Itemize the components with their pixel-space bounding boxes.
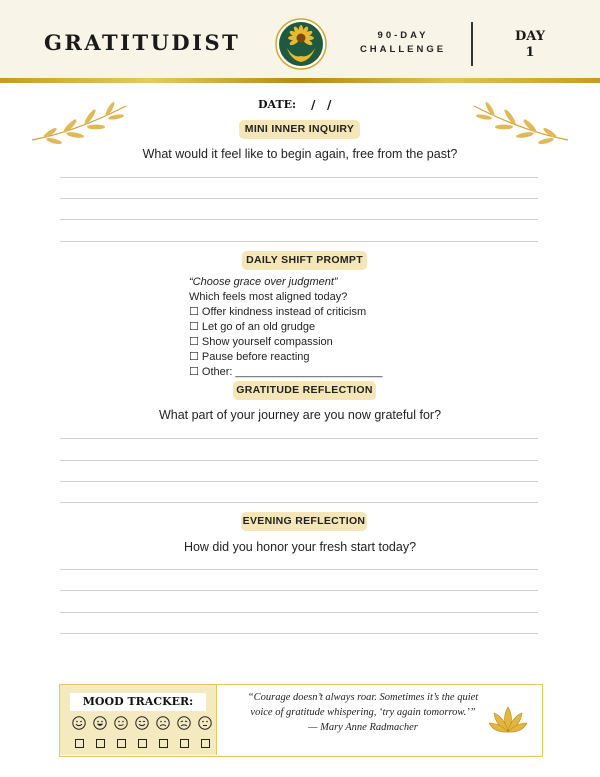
happy-face-icon[interactable] <box>135 716 149 730</box>
writing-line[interactable] <box>60 569 538 570</box>
mood-checkbox[interactable] <box>180 739 189 748</box>
lotus-icon <box>488 705 528 737</box>
quote-line-2: voice of gratitude whispering, ‘try again tomorrow.’” <box>250 707 476 718</box>
grinning-face-icon[interactable] <box>93 716 107 730</box>
header-gold-rule <box>0 78 600 83</box>
writing-line[interactable] <box>60 481 538 482</box>
section-title-inner-inquiry: MINI INNER INQUIRY <box>239 120 360 139</box>
mood-checkbox[interactable] <box>159 739 168 748</box>
writing-line[interactable] <box>60 590 538 591</box>
quote-line-1: “Courage doesn’t always roar. Sometimes it’s the quiet <box>247 692 479 703</box>
shift-option[interactable]: ☐ Offer kindness instead of criticism <box>189 306 367 318</box>
section-title-shift-prompt: DAILY SHIFT PROMPT <box>242 251 367 270</box>
gold-branch-right-icon <box>470 100 570 145</box>
upset-face-icon[interactable] <box>198 716 212 730</box>
quote-author: — Mary Anne Radmacher <box>308 722 418 733</box>
shift-option[interactable]: ☐ Show yourself compassion <box>189 336 333 348</box>
challenge-line-1: 90-DAY <box>377 30 429 41</box>
writing-line[interactable] <box>60 219 538 220</box>
gold-branch-left-icon <box>30 100 130 145</box>
section-title-gratitude: GRATITUDE REFLECTION <box>233 381 376 400</box>
shift-prompt-block <box>189 275 382 380</box>
shift-prompt-question: Which feels most aligned today? <box>189 291 348 303</box>
mood-checkbox[interactable] <box>138 739 147 748</box>
writing-line[interactable] <box>60 502 538 503</box>
date-separator-1: / <box>311 98 316 112</box>
date-label: DATE: <box>258 98 297 111</box>
challenge-label <box>352 29 454 57</box>
brand-title: GRATITUDIST <box>44 30 241 55</box>
writing-line[interactable] <box>60 177 538 178</box>
header-divider <box>471 22 473 66</box>
writing-line[interactable] <box>60 198 538 199</box>
mood-checkbox[interactable] <box>117 739 126 748</box>
crying-face-icon[interactable] <box>177 716 191 730</box>
mood-tracker-title: MOOD TRACKER: <box>70 693 206 711</box>
writing-line[interactable] <box>60 241 538 242</box>
gratitude-question: What part of your journey are you now grateful for? <box>158 408 442 422</box>
closing-quote <box>228 690 498 735</box>
shift-prompt-quote: “Choose grace over judgment” <box>189 276 338 288</box>
section-title-evening: EVENING REFLECTION <box>241 512 367 531</box>
day-counter <box>500 29 560 61</box>
sunflower-hands-logo-icon <box>275 18 327 70</box>
writing-line[interactable] <box>60 460 538 461</box>
writing-line[interactable] <box>60 633 538 634</box>
date-separator-2: / <box>327 98 332 112</box>
smiling-face-icon[interactable] <box>72 716 86 730</box>
neutral-face-icon[interactable] <box>114 716 128 730</box>
day-label: DAY <box>515 29 545 44</box>
writing-line[interactable] <box>60 612 538 613</box>
mood-checkbox[interactable] <box>75 739 84 748</box>
writing-line[interactable] <box>60 438 538 439</box>
shift-option[interactable]: ☐ Other: ________________________ <box>189 366 383 378</box>
shift-option[interactable]: ☐ Pause before reacting <box>189 351 310 363</box>
day-number: 1 <box>525 45 535 60</box>
evening-question: How did you honor your fresh start today? <box>183 540 417 554</box>
shift-option[interactable]: ☐ Let go of an old grudge <box>189 321 316 333</box>
mood-checkbox[interactable] <box>96 739 105 748</box>
mood-checkbox[interactable] <box>201 739 210 748</box>
sad-face-icon[interactable] <box>156 716 170 730</box>
challenge-line-2: CHALLENGE <box>359 44 447 55</box>
inner-inquiry-question: What would it feel like to begin again, free from the past? <box>142 147 458 161</box>
